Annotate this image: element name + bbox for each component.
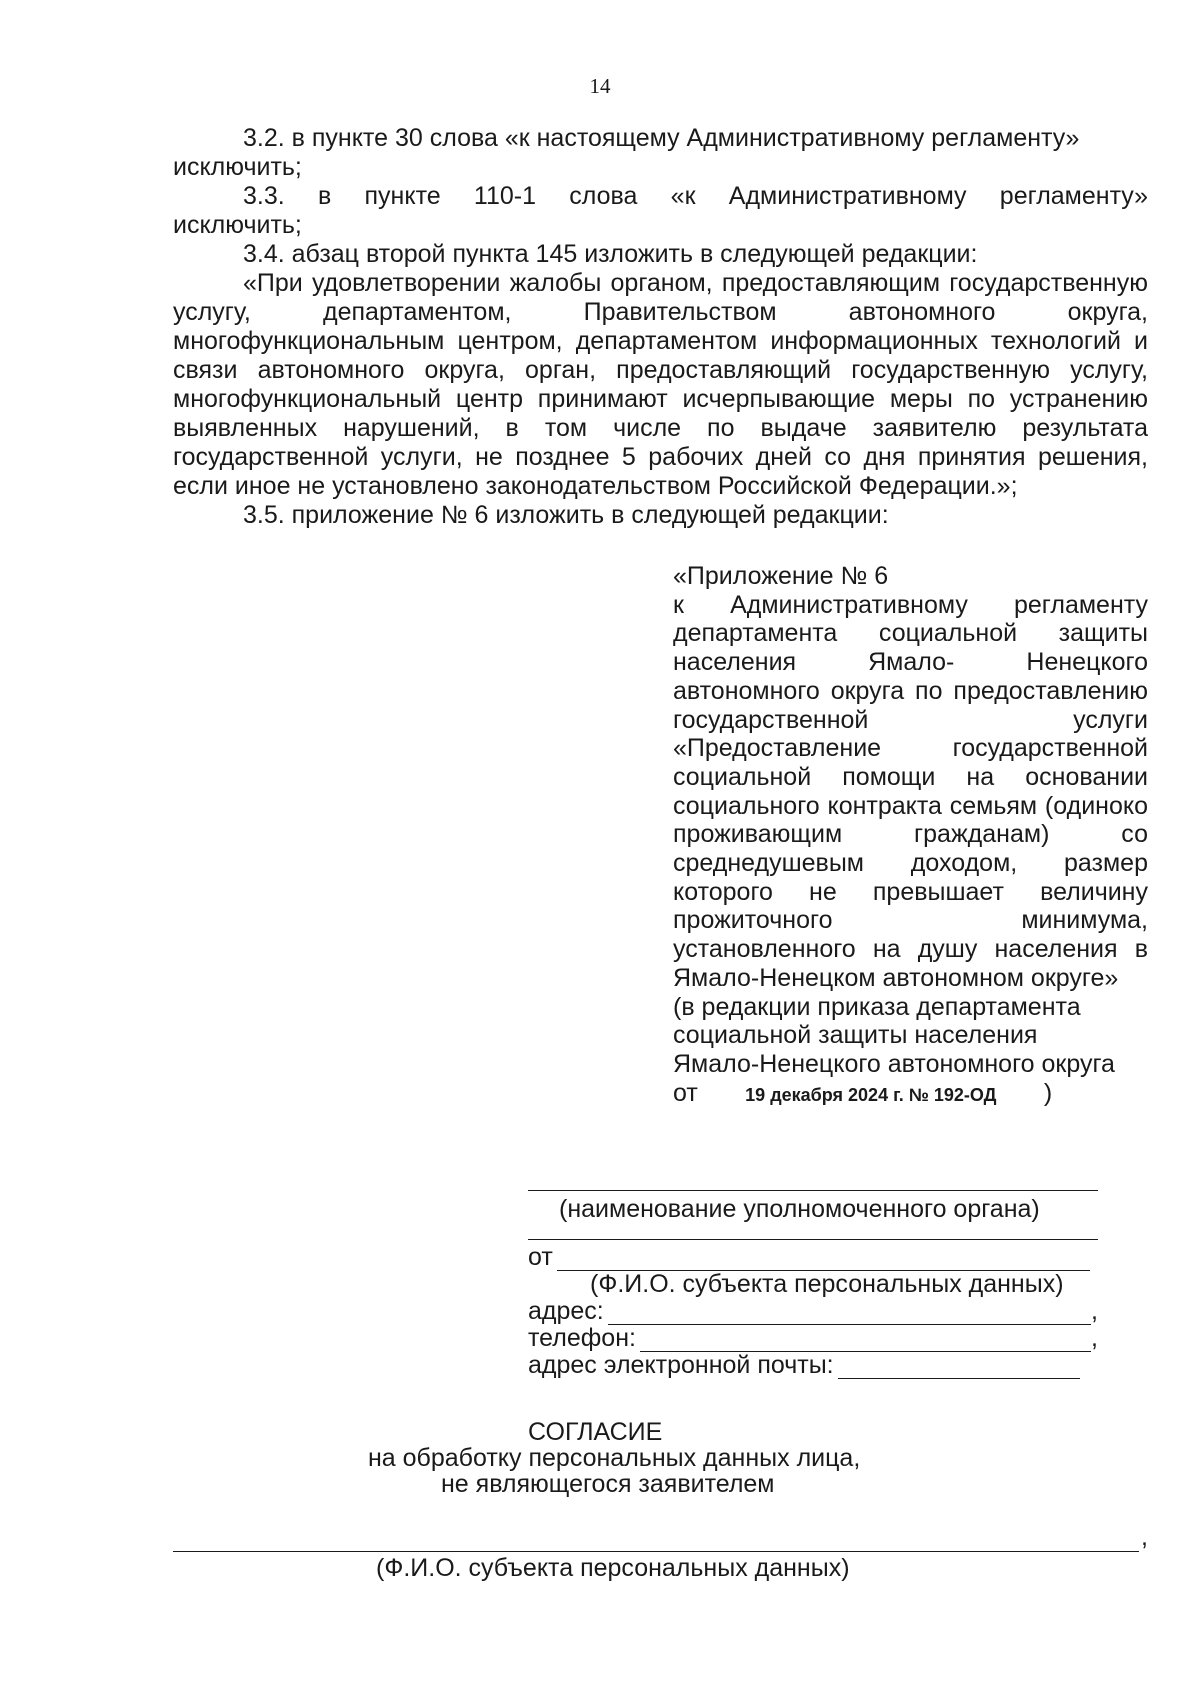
- email-row: [528, 1352, 1098, 1379]
- address-comma: ,: [1091, 1297, 1098, 1325]
- phone-comma: ,: [1091, 1324, 1098, 1352]
- item-3-4: 3.4. абзац второй пункта 145 изложить в следующей редакции:: [243, 240, 978, 268]
- item-3-3-cont: исключить;: [173, 211, 302, 239]
- authority-line-2: [528, 1239, 1098, 1240]
- appendix-header: [673, 562, 1148, 1109]
- quoted-paragraph-145: «При удовлетворении жалобы органом, предоставляющим государственную услугу, департаментом, Правительством автономного округа, многофункциональным центром, департаментом информационных технологий и связи автономного округа, орган, предоставляющий государственную услугу, многофункциональный центр принимают исчерпывающие меры по устранению выявленных нарушений, в том числе по выдаче заявителю результата государственной услуги, не позднее 5 рабочих дней со дня принятия решения, если иное не установлено законодательством Российской Федерации.»;: [173, 269, 1148, 500]
- page-number: 14: [589, 74, 611, 98]
- authority-caption: (наименование уполномоченного органа): [559, 1195, 1040, 1223]
- item-3-5: 3.5. приложение № 6 изложить в следующей редакции:: [243, 501, 889, 529]
- subject-name-caption: (Ф.И.О. субъекта персональных данных): [376, 1554, 850, 1582]
- consent-title: СОГЛАСИЕ: [528, 1418, 663, 1446]
- order-date: 19 декабря 2024 г. № 192-ОД: [745, 1084, 997, 1105]
- subject-name-comma: ,: [1141, 1523, 1148, 1551]
- item-3-3: 3.3. в пункте 110-1 слова «к Административному регламенту»: [243, 182, 1148, 210]
- appendix-title: «Приложение № 6: [673, 562, 889, 590]
- subject-name-field[interactable]: [173, 1531, 1139, 1552]
- ot-label: от: [673, 1078, 698, 1107]
- from-label: от: [528, 1243, 553, 1271]
- subject-caption: (Ф.И.О. субъекта персональных данных): [590, 1270, 1064, 1298]
- authority-line: [528, 1190, 1098, 1191]
- email-label: адрес электронной почты:: [528, 1351, 834, 1379]
- subject-name-row: [173, 1523, 1148, 1552]
- form-header: [528, 1190, 1098, 1379]
- address-row: [528, 1298, 1098, 1325]
- amendment-body: [173, 124, 1148, 530]
- edition-note-3: Ямало-Ненецкого автономного округа: [673, 1049, 1115, 1078]
- subject-name-block: [173, 1523, 1148, 1583]
- order-line: [673, 1079, 1148, 1110]
- close-paren: ): [1043, 1078, 1053, 1107]
- from-field[interactable]: [557, 1250, 1090, 1271]
- edition-note-1: (в редакции приказа департамента: [673, 992, 1081, 1021]
- edition-note-2: социальной защиты населения: [673, 1021, 1038, 1050]
- email-field[interactable]: [838, 1358, 1080, 1379]
- appendix-reference: к Административному регламенту департамента социальной защиты населения Ямало- Ненецкого автономного округа по предоставлению государственной услуги «Предоставление государственной социальной помощи на основании социального контракта семьям (одиноко проживающим гражданам) со среднедушевым доходом, размер которого не превышает величину прожиточного минимума, установленного на душу населения в Ямало-Ненецком автономном округе»: [673, 590, 1148, 992]
- consent-title-block: [0, 1419, 1200, 1497]
- address-label: адрес:: [528, 1297, 604, 1325]
- item-3-2: 3.2. в пункте 30 слова «к настоящему Административному регламенту»: [243, 124, 1080, 152]
- consent-subtitle-1: на обработку персональных данных лица,: [368, 1444, 861, 1472]
- from-row: [528, 1244, 1098, 1271]
- phone-field[interactable]: [640, 1331, 1091, 1352]
- address-field[interactable]: [608, 1304, 1091, 1325]
- item-3-2-cont: исключить;: [173, 153, 302, 181]
- phone-label: телефон:: [528, 1324, 636, 1352]
- phone-row: [528, 1325, 1098, 1352]
- consent-subtitle-2: не являющегося заявителем: [441, 1470, 775, 1498]
